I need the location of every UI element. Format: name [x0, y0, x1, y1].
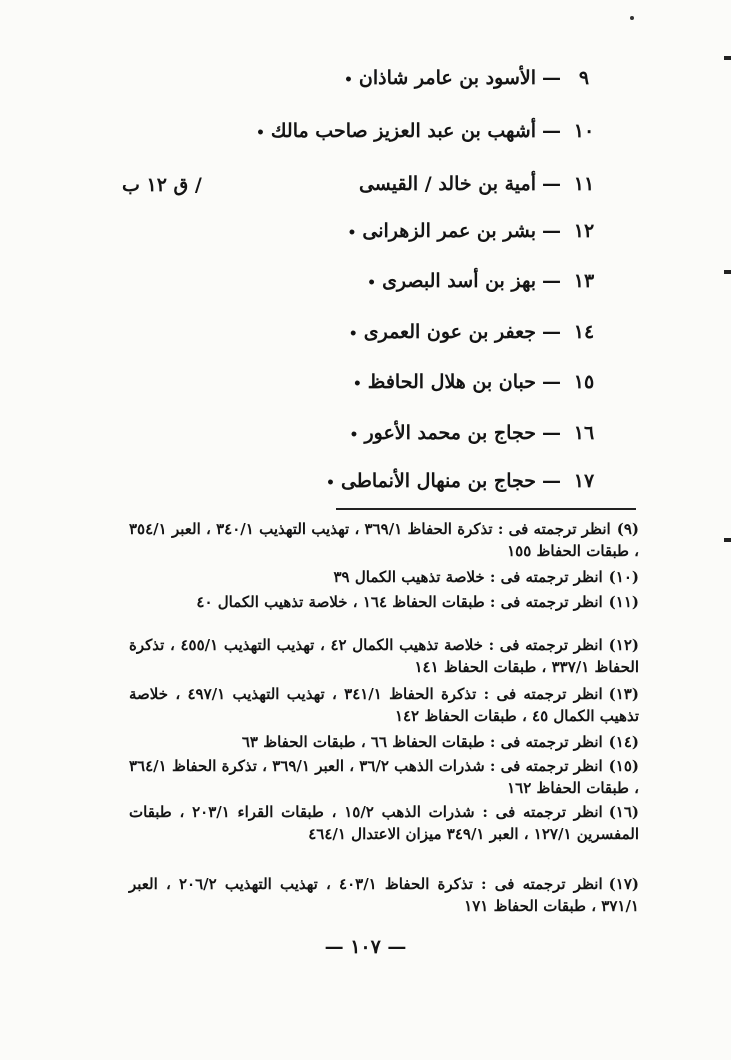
- footnote-number: (١٠): [608, 568, 639, 586]
- entry-number: ١٥: [573, 371, 595, 393]
- entry-number: ١١: [573, 173, 595, 195]
- footnote-number: (٩): [616, 520, 639, 538]
- entry-number: ٩: [578, 67, 590, 89]
- list-item: ١٤—جعفر بن عون العمرى•: [349, 320, 599, 346]
- entry-number: ١٣: [573, 270, 595, 292]
- page-number: — ١٠٧ —: [324, 936, 407, 958]
- entry-name: بشر بن عمر الزهرانى: [362, 220, 536, 242]
- list-item: ١٦—حجاج بن محمد الأعور•: [350, 421, 599, 447]
- footnote-number: (١٦): [608, 803, 640, 821]
- entry-name: أشهب بن عبد العزيز صاحب مالك: [270, 120, 536, 142]
- footnote-text: انظر ترجمته فى : شذرات الذهب ١٥/٢ ، طبقات القراء ٢٠٣/١ ، طبقات المفسرين ١٢٧/١ ، العبر ٣٤٩/١ ميزان الاعتدال ٤٦٤/١: [129, 803, 639, 843]
- list-item: ١١—أمية بن خالد / القيسى: [359, 172, 599, 196]
- entry-name: حجاج بن محمد الأعور: [364, 422, 536, 444]
- list-item: ١٧—حجاج بن منهال الأنماطى•: [326, 469, 599, 495]
- entry-number: ١٤: [573, 321, 595, 343]
- scan-mark: [724, 270, 731, 274]
- footnote: [129, 755, 639, 799]
- footnote-text: انظر ترجمته فى : تذكرة الحفاظ ٣٦٩/١ ، تهذيب التهذيب ٣٤٠/١ ، العبر ٣٥٤/١ ، طبقات الحفاظ ١٥٥: [129, 520, 639, 560]
- entry-name: حبان بن هلال الحافظ: [367, 371, 536, 393]
- footnote-number: (١١): [608, 593, 639, 611]
- footnote-divider: [336, 508, 636, 510]
- scan-mark: [724, 56, 731, 60]
- footnote-text: انظر ترجمته فى : تذكرة الحفاظ ٣٤١/١ ، تهذيب التهذيب ٤٩٧/١ ، خلاصة تذهيب الكمال ٤٥ ، طبقات الحفاظ ١٤٢: [129, 685, 639, 725]
- list-item: ١٢—بشر بن عمر الزهرانى•: [347, 219, 599, 245]
- footnote-text: انظر ترجمته فى : شذرات الذهب ٣٦/٢ ، العبر ٣٦٩/١ ، تذكرة الحفاظ ٣٦٤/١ ، طبقات الحفاظ ١٦٢: [129, 757, 639, 797]
- scan-dot: [630, 16, 634, 20]
- footnote: [129, 801, 639, 845]
- footnote: [129, 683, 639, 727]
- entry-name: حجاج بن منهال الأنماطى: [340, 470, 536, 492]
- entry-name: أمية بن خالد / القيسى: [358, 173, 536, 195]
- entry-number: ١٢: [573, 220, 595, 242]
- list-item: ١٥—حبان بن هلال الحافظ•: [353, 370, 599, 396]
- footnote-text: انظر ترجمته فى : طبقات الحفاظ ٦٦ ، طبقات الحفاظ ٦٣: [241, 733, 603, 751]
- footnote-text: انظر ترجمته فى : طبقات الحفاظ ١٦٤ ، خلاصة تذهيب الكمال ٤٠: [196, 593, 603, 611]
- footnote: [129, 518, 639, 562]
- folio-note: / ق ١٢ ب: [122, 174, 202, 196]
- footnote-number: (١٥): [608, 757, 639, 775]
- footnote-number: (١٧): [608, 875, 639, 893]
- entry-name: جعفر بن عون العمرى: [363, 321, 536, 343]
- entry-name: الأسود بن عامر شاذان: [358, 67, 536, 89]
- list-item: ٩—الأسود بن عامر شاذان•: [344, 66, 599, 92]
- footnote: [129, 731, 639, 753]
- footnote-number: (١٢): [608, 636, 639, 654]
- footnote-text: انظر ترجمته فى : تذكرة الحفاظ ٤٠٣/١ ، تهذيب التهذيب ٢٠٦/٢ ، العبر ٣٧١/١ ، طبقات الحفاظ ١٧١: [129, 875, 639, 915]
- list-item: ١٣—بهز بن أسد البصرى•: [367, 269, 599, 295]
- entry-name: بهز بن أسد البصرى: [382, 270, 536, 292]
- entry-number: ١٦: [573, 422, 595, 444]
- footnote-text: انظر ترجمته فى : خلاصة تذهيب الكمال ٣٩: [333, 568, 603, 586]
- footnote-text: انظر ترجمته فى : خلاصة تذهيب الكمال ٤٢ ، تهذيب التهذيب ٤٥٥/١ ، تذكرة الحفاظ ٣٣٧/١ ، طبقات الحفاظ ١٤١: [129, 636, 639, 676]
- footnote: [129, 873, 639, 917]
- footnote-number: (١٣): [608, 685, 639, 703]
- entry-number: ١٠: [573, 120, 595, 142]
- footnote: [129, 566, 639, 588]
- footnote-number: (١٤): [608, 733, 639, 751]
- list-item: ١٠—أشهب بن عبد العزيز صاحب مالك•: [256, 119, 599, 145]
- footnote: [129, 634, 639, 678]
- entry-number: ١٧: [573, 470, 595, 492]
- footnote: [129, 591, 639, 613]
- scan-mark: [724, 538, 731, 542]
